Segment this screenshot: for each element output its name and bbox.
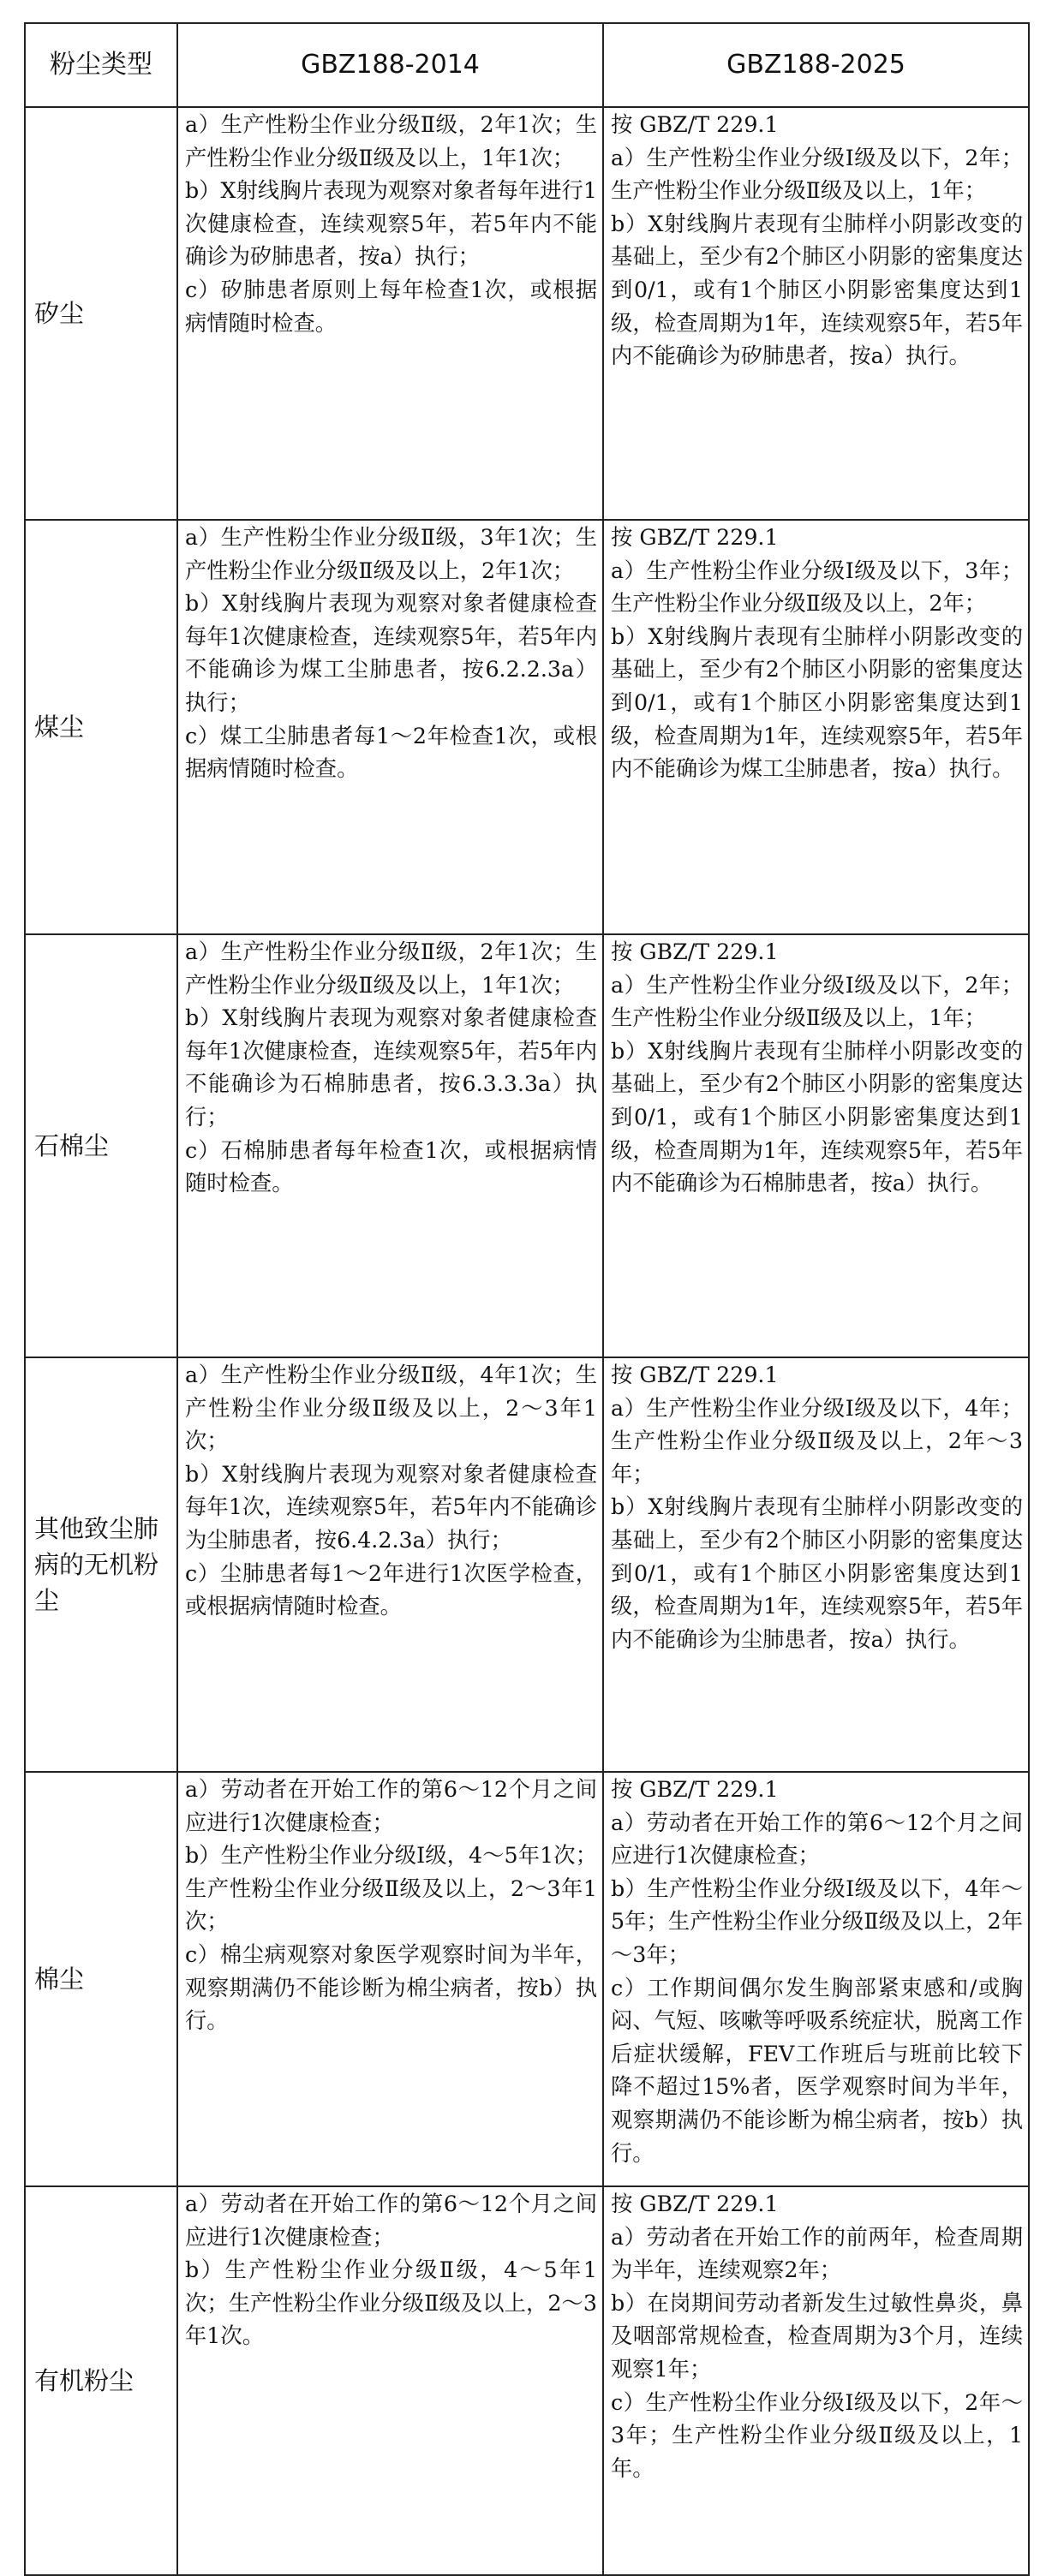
requirement-clause: b）X射线胸片表现有尘肺样小阴影改变的基础上，至少有2个肺区小阴影的密集度达到0/1，或有1个肺区小阴影密集度达到1级，检查周期为1年，连续观察5年，若5年内不能确诊为矽肺患者，按a）执行。 bbox=[611, 211, 1023, 369]
requirement-clause: b）生产性粉尘作业分级Ⅰ级，4～5年1次；生产性粉尘作业分级Ⅱ级及以上，2～3年1次； bbox=[185, 1843, 597, 1935]
requirement-clause: b）X射线胸片表现有尘肺样小阴影改变的基础上，至少有2个肺区小阴影的密集度达到0/1，或有1个肺区小阴影密集度达到1级，检查周期为1年，连续观察5年，若5年内不能确诊为煤工尘肺患者，按a）执行。 bbox=[611, 623, 1023, 782]
requirement-clause: b）X射线胸片表现有尘肺样小阴影改变的基础上，至少有2个肺区小阴影的密集度达到0/1，或有1个肺区小阴影密集度达到1级，检查周期为1年，连续观察5年，若5年内不能确诊为石棉肺患者，按a）执行。 bbox=[611, 1038, 1023, 1196]
dust-type-cell: 棉尘 bbox=[25, 1772, 177, 2186]
standards-comparison-table bbox=[24, 22, 1030, 2576]
table-row bbox=[25, 1357, 1029, 1772]
requirement-clause: 按 GBZ/T 229.1 bbox=[611, 112, 779, 137]
requirement-clause: c）生产性粉尘作业分级Ⅰ级及以下，2年～3年；生产性粉尘作业分级Ⅱ级及以上，1年。 bbox=[611, 2389, 1023, 2481]
requirement-clause: a）劳动者在开始工作的第6～12个月之间应进行1次健康检查； bbox=[185, 1777, 597, 1835]
requirement-clause: a）生产性粉尘作业分级Ⅱ级，2年1次；生产性粉尘作业分级Ⅱ级及以上，1年1次； bbox=[185, 112, 597, 170]
requirement-clause: 按 GBZ/T 229.1 bbox=[611, 1363, 779, 1387]
gbz188-2014-requirement-cell bbox=[177, 934, 603, 1357]
requirement-clause: 按 GBZ/T 229.1 bbox=[611, 939, 779, 964]
requirement-clause: a）生产性粉尘作业分级Ⅱ级，2年1次；生产性粉尘作业分级Ⅱ级及以上，1年1次； bbox=[185, 939, 597, 998]
gbz188-2014-requirement-cell bbox=[177, 1357, 603, 1772]
gbz188-2014-header: GBZ188-2014 bbox=[177, 23, 603, 107]
comparison-table-page bbox=[24, 22, 1028, 2576]
gbz188-2025-requirement-cell bbox=[603, 2186, 1029, 2575]
requirement-clause: a）生产性粉尘作业分级Ⅰ级及以下，3年；生产性粉尘作业分级Ⅱ级及以上，2年； bbox=[611, 558, 1023, 617]
requirement-clause: b）X射线胸片表现为观察对象者健康检查每年1次健康检查，连续观察5年，若5年内不能确诊为石棉肺患者，按6.3.3.3a）执行； bbox=[185, 1005, 597, 1130]
requirement-clause: a）劳动者在开始工作的前两年，检查周期为半年，连续观察2年； bbox=[611, 2224, 1023, 2283]
requirement-clause: 按 GBZ/T 229.1 bbox=[611, 2191, 779, 2216]
requirement-clause: b）X射线胸片表现为观察对象者每年进行1次健康检查，连续观察5年，若5年内不能确诊为矽肺患者，按a）执行； bbox=[185, 178, 597, 270]
requirement-clause: c）煤工尘肺患者每1～2年检查1次，或根据病情随时检查。 bbox=[185, 723, 597, 782]
gbz188-2025-requirement-cell bbox=[603, 520, 1029, 934]
requirement-clause: a）生产性粉尘作业分级Ⅰ级及以下，2年；生产性粉尘作业分级Ⅱ级及以上，1年； bbox=[611, 145, 1023, 204]
requirement-clause: c）尘肺患者每1～2年进行1次医学检查，或根据病情随时检查。 bbox=[185, 1560, 597, 1619]
requirement-clause: a）劳动者在开始工作的第6～12个月之间应进行1次健康检查； bbox=[185, 2191, 597, 2250]
requirement-clause: b）在岗期间劳动者新发生过敏性鼻炎，鼻及咽部常规检查，检查周期为3个月，连续观察1年； bbox=[611, 2290, 1023, 2382]
requirement-clause: a）生产性粉尘作业分级Ⅱ级，4年1次；生产性粉尘作业分级Ⅱ级及以上，2～3年1次； bbox=[185, 1363, 597, 1454]
requirement-clause: b）X射线胸片表现为观察对象者健康检查每年1次健康检查，连续观察5年，若5年内不能确诊为煤工尘肺患者，按6.2.2.3a）执行； bbox=[185, 591, 597, 715]
requirement-clause: 按 GBZ/T 229.1 bbox=[611, 1777, 779, 1802]
gbz188-2025-header: GBZ188-2025 bbox=[603, 23, 1029, 107]
requirement-clause: a）生产性粉尘作业分级Ⅰ级及以下，4年；生产性粉尘作业分级Ⅱ级及以上，2年～3年； bbox=[611, 1395, 1023, 1487]
requirement-clause: b）生产性粉尘作业分级Ⅱ级，4～5年1次；生产性粉尘作业分级Ⅱ级及以上，2～3年1次。 bbox=[185, 2257, 597, 2349]
gbz188-2014-requirement-cell bbox=[177, 1772, 603, 2186]
requirement-clause: a）劳动者在开始工作的第6～12个月之间应进行1次健康检查； bbox=[611, 1810, 1023, 1869]
gbz188-2025-requirement-cell bbox=[603, 1772, 1029, 2186]
table-row bbox=[25, 1772, 1029, 2186]
table-row bbox=[25, 107, 1029, 520]
dust-type-cell: 有机粉尘 bbox=[25, 2186, 177, 2575]
requirement-clause: 按 GBZ/T 229.1 bbox=[611, 525, 779, 550]
gbz188-2025-requirement-cell bbox=[603, 934, 1029, 1357]
gbz188-2025-requirement-cell bbox=[603, 1357, 1029, 1772]
requirement-clause: c）矽肺患者原则上每年检查1次，或根据病情随时检查。 bbox=[185, 277, 597, 336]
gbz188-2014-requirement-cell bbox=[177, 2186, 603, 2575]
gbz188-2025-requirement-cell bbox=[603, 107, 1029, 520]
gbz188-2014-requirement-cell bbox=[177, 107, 603, 520]
table-header-row bbox=[25, 23, 1029, 107]
requirement-clause: b）生产性粉尘作业分级Ⅰ级及以下，4年～5年；生产性粉尘作业分级Ⅱ级及以上，2年～3年； bbox=[611, 1875, 1023, 1967]
table-row bbox=[25, 2186, 1029, 2575]
requirement-clause: c）工作期间偶尔发生胸部紧束感和/或胸闷、气短、咳嗽等呼吸系统症状，脱离工作后症状缓解，FEV工作班后与班前比较下降不超过15%者，医学观察时间为半年，观察期满仍不能诊断为棉尘病者，按b）执行。 bbox=[611, 1975, 1023, 2166]
dust-type-cell: 石棉尘 bbox=[25, 934, 177, 1357]
requirement-clause: b）X射线胸片表现有尘肺样小阴影改变的基础上，至少有2个肺区小阴影的密集度达到0/1，或有1个肺区小阴影密集度达到1级，检查周期为1年，连续观察5年，若5年内不能确诊为尘肺患者，按a）执行。 bbox=[611, 1494, 1023, 1652]
gbz188-2014-requirement-cell bbox=[177, 520, 603, 934]
requirement-clause: a）生产性粉尘作业分级Ⅰ级及以下，2年；生产性粉尘作业分级Ⅱ级及以上，1年； bbox=[611, 972, 1023, 1031]
requirement-clause: a）生产性粉尘作业分级Ⅱ级，3年1次；生产性粉尘作业分级Ⅱ级及以上，2年1次； bbox=[185, 525, 597, 583]
requirement-clause: c）棉尘病观察对象医学观察时间为半年，观察期满仍不能诊断为棉尘病者，按b）执行。 bbox=[185, 1941, 597, 2034]
table-row bbox=[25, 934, 1029, 1357]
dust-type-cell: 煤尘 bbox=[25, 520, 177, 934]
dust-type-cell: 其他致尘肺病的无机粉尘 bbox=[25, 1357, 177, 1772]
requirement-clause: b）X射线胸片表现为观察对象者健康检查每年1次，连续观察5年，若5年内不能确诊为尘肺患者，按6.4.2.3a）执行； bbox=[185, 1461, 597, 1553]
table-body bbox=[25, 107, 1029, 2575]
table-row bbox=[25, 520, 1029, 934]
requirement-clause: c）石棉肺患者每年检查1次，或根据病情随时检查。 bbox=[185, 1137, 597, 1196]
dust-type-cell: 矽尘 bbox=[25, 107, 177, 520]
dust-type-header: 粉尘类型 bbox=[25, 23, 177, 107]
